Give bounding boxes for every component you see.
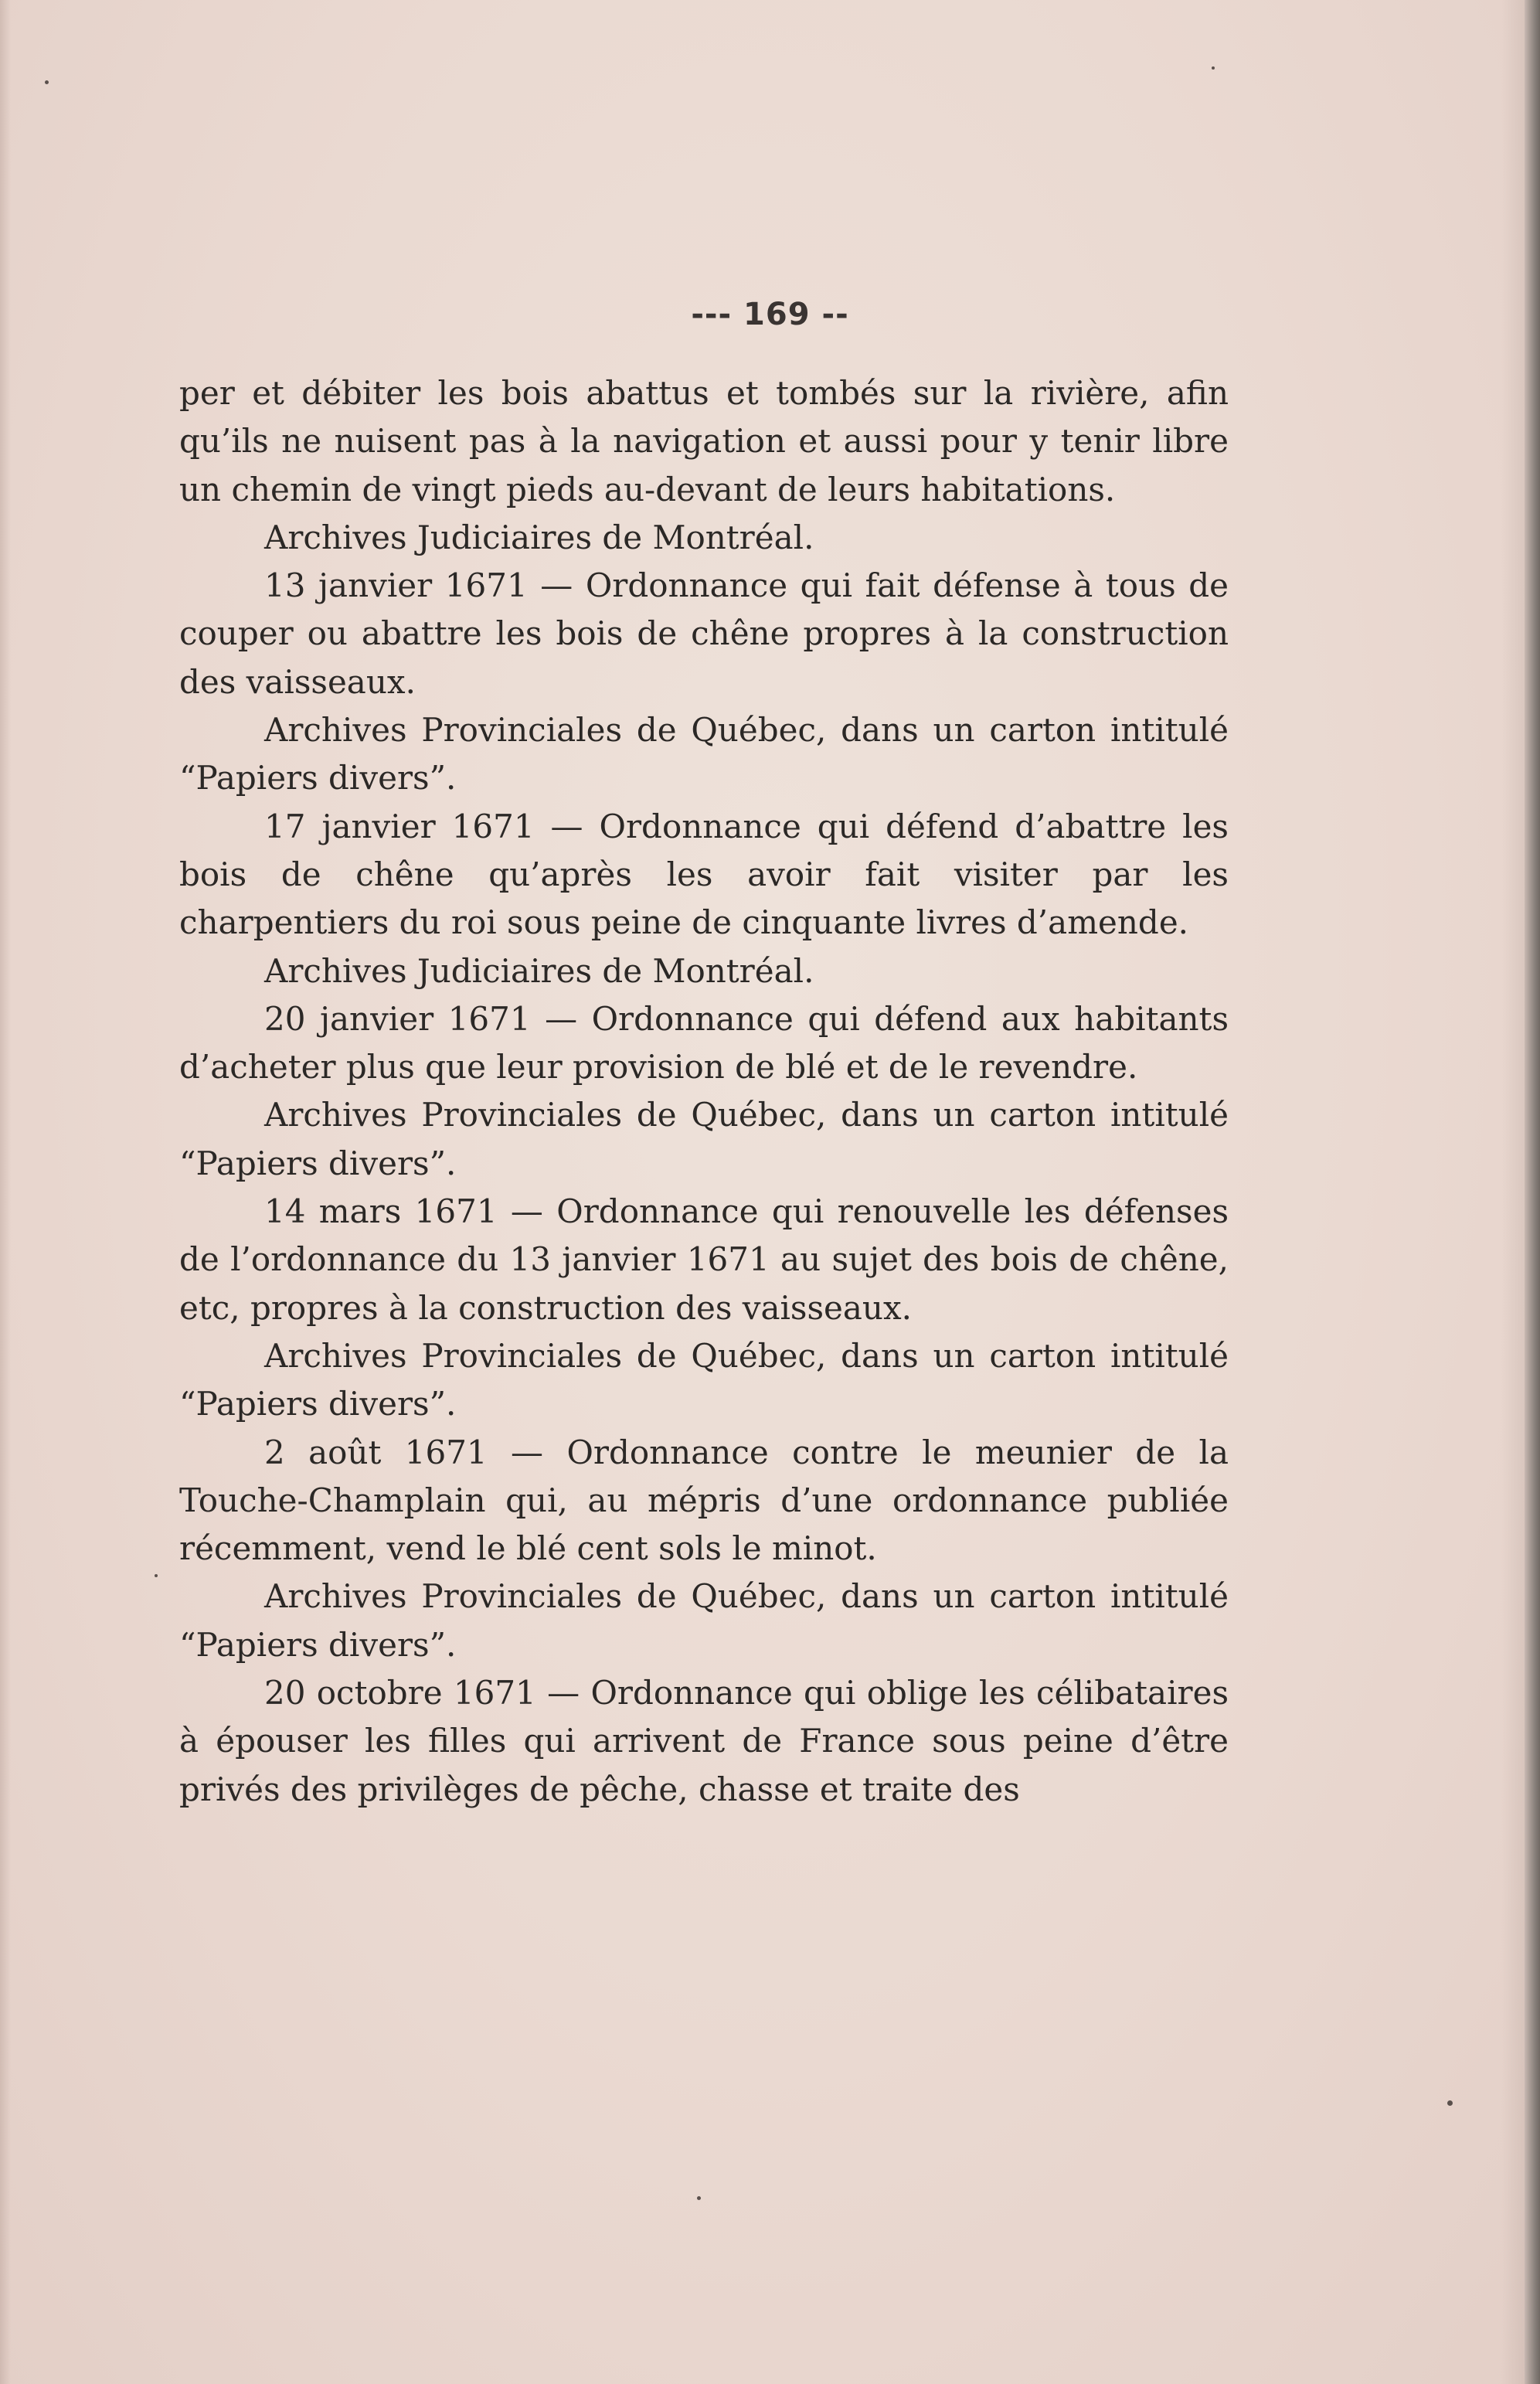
paragraph: 17 janvier 1671 — Ordonnance qui défend d’abattre les bois de chêne qu’après les avoir fait visiter par les charpentiers du roi sous peine de cinquante livres d’amende. [179, 807, 1229, 942]
book-spine-edge [1525, 0, 1540, 2384]
page-number: --- 169 -- [691, 297, 849, 332]
paper-speck [45, 80, 49, 84]
paragraph: 20 octobre 1671 — Ordonnance qui oblige les célibataires à épouser les filles qui arrivent de France sous peine d’être privés des privilèges de pêche, chasse et traite des [179, 1674, 1229, 1808]
paragraph: 2 août 1671 — Ordonnance contre le meunier de la Touche-Champlain qui, au mépris d’une ordonnance publiée récemment, vend le blé cent sols le minot. [179, 1433, 1229, 1568]
paragraph: Archives Provinciales de Québec, dans un carton intitulé “Papiers divers”. [179, 711, 1229, 798]
paragraph: Archives Provinciales de Québec, dans un carton intitulé “Papiers divers”. [179, 1336, 1229, 1423]
paragraph: Archives Judiciaires de Montréal. [264, 951, 814, 990]
gutter-shadow [1501, 0, 1525, 2384]
paragraph: per et débiter les bois abattus et tombés sur la rivière, afin qu’ils ne nuisent pas à la navigation et aussi pour y tenir libre un chemin de vingt pieds au-devant de leurs habitations. [179, 374, 1229, 508]
paper-speck [697, 2196, 701, 2200]
paragraph: Archives Judiciaires de Montréal. [264, 518, 814, 556]
paragraph: Archives Provinciales de Québec, dans un carton intitulé “Papiers divers”. [179, 1577, 1229, 1664]
paper-speck [1212, 66, 1215, 70]
body-text [179, 369, 1229, 1814]
paper-speck [1447, 2100, 1453, 2106]
page-left-edge [0, 0, 11, 2384]
paper-speck [155, 1574, 158, 1577]
paragraph: 20 janvier 1671 — Ordonnance qui défend aux habitants d’acheter plus que leur provision de blé et de le revendre. [179, 999, 1229, 1087]
paragraph: 13 janvier 1671 — Ordonnance qui fait défense à tous de couper ou abattre les bois de chêne propres à la construction des vaisseaux. [179, 566, 1229, 701]
paragraph: Archives Provinciales de Québec, dans un carton intitulé “Papiers divers”. [179, 1096, 1229, 1182]
paragraph: 14 mars 1671 — Ordonnance qui renouvelle les défenses de l’ordonnance du 13 janvier 1671 au sujet des bois de chêne, etc, propres à la construction des vaisseaux. [179, 1192, 1229, 1327]
